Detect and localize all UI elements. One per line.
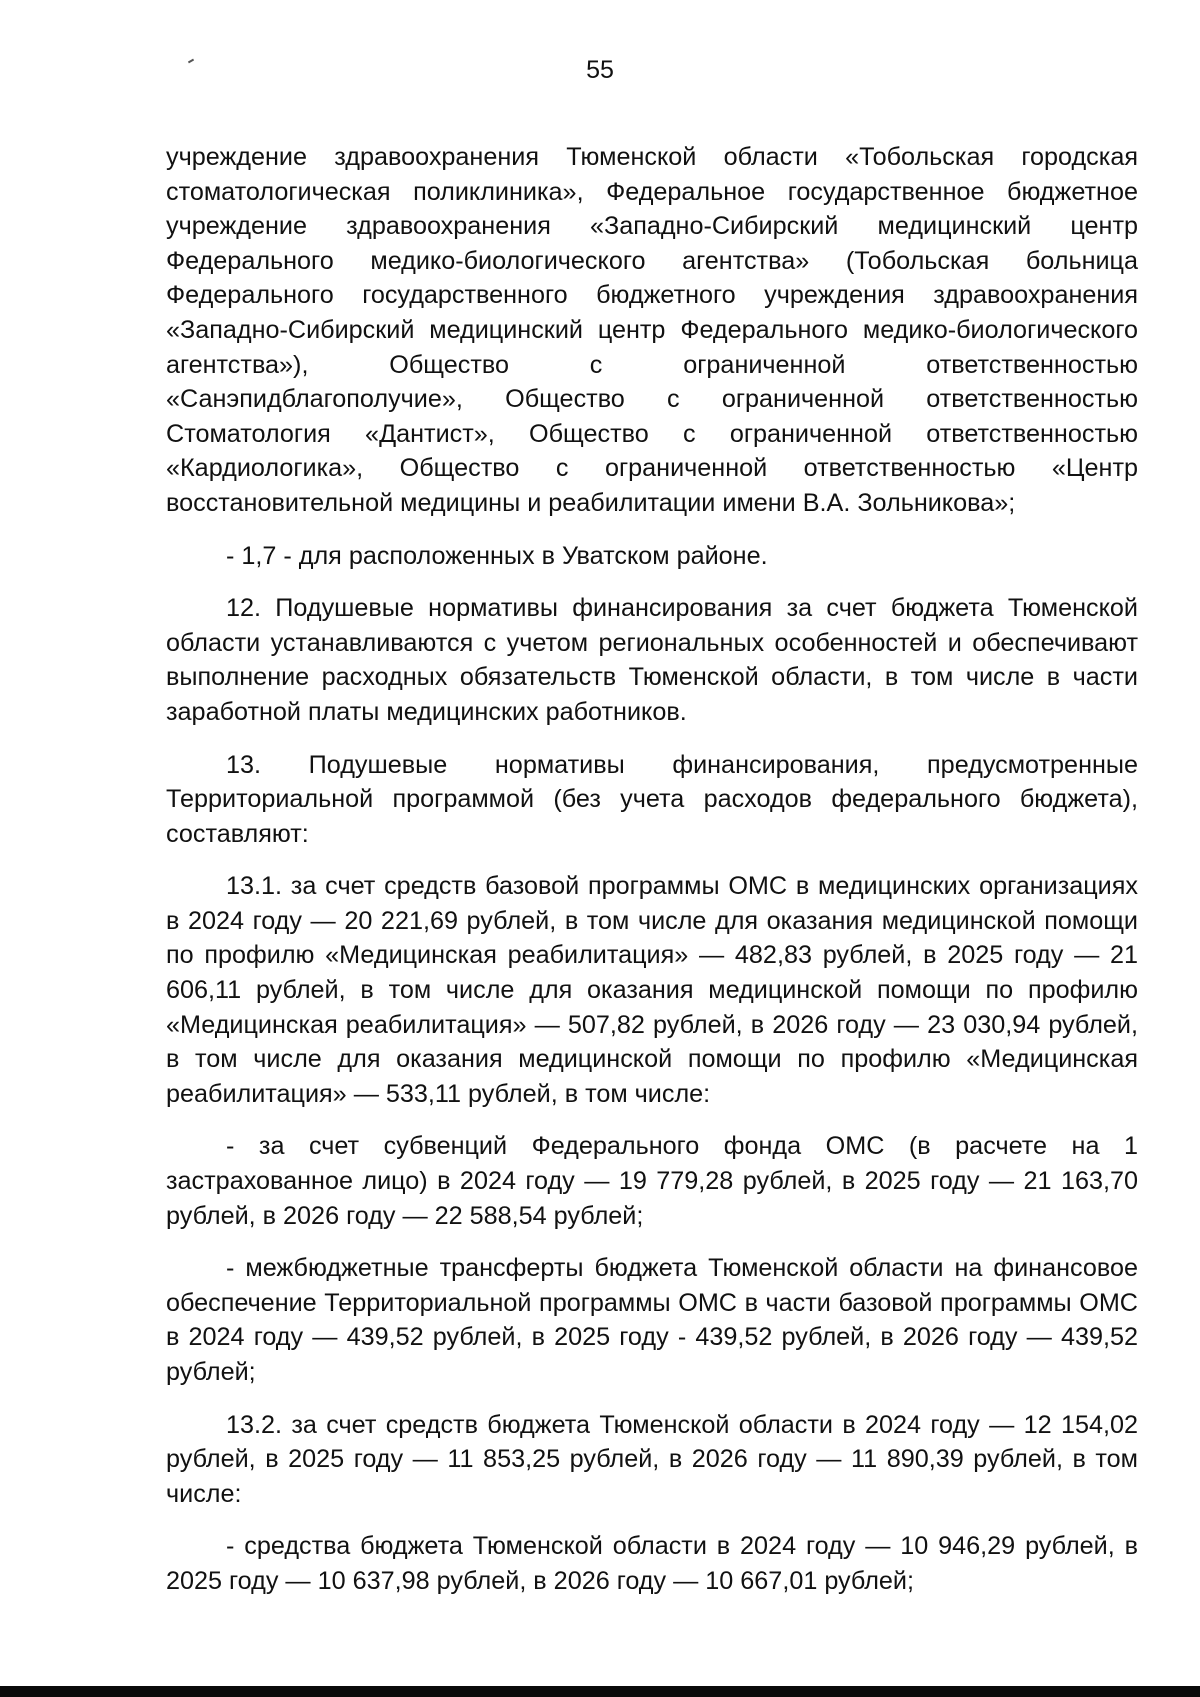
list-item-subventions: - за счет субвенций Федерального фонда ОМС (в расчете на 1 застрахованное лицо) в 2024 году — 19 779,28 рублей, в 2025 году — 21 163,70 рублей, в 2026 году — 22 588,54 рублей; bbox=[166, 1132, 1138, 1230]
scan-bottom-border bbox=[0, 1686, 1200, 1697]
page-number: 55 bbox=[586, 56, 614, 84]
paragraph-13: 13. Подушевые нормативы финансирования, предусмотренные Территориальной программой (без учета расходов федерального бюджета), составляют: bbox=[166, 750, 1138, 848]
document-body bbox=[166, 140, 1138, 1599]
paragraph-12: 12. Подушевые нормативы финансирования за счет бюджета Тюменской области устанавливаются с учетом региональных особенностей и обеспечивают выполнение расходных обязательств Тюменской области, в том числе в части заработной платы медицинских работников. bbox=[166, 594, 1138, 726]
paragraph-13-1: 13.1. за счет средств базовой программы ОМС в медицинских организациях в 2024 году — 20 221,69 рублей, в том числе для оказания медицинской помощи по профилю «Медицинская реабилитация» — 482,83 рублей, в 2025 году — 21 606,11 рублей, в том числе для оказания медицинской помощи по профилю «Медицинская реабилитация» — 507,82 рублей, в 2026 году — 23 030,94 рублей, в том числе для оказания медицинской помощи по профилю «Медицинская реабилитация» — 533,11 рублей, в том числе: bbox=[166, 872, 1138, 1108]
paragraph-13-2: 13.2. за счет средств бюджета Тюменской области в 2024 году — 12 154,02 рублей, в 2025 году — 11 853,25 рублей, в 2026 году — 11 890,39 рублей, в том числе: bbox=[166, 1410, 1138, 1508]
paragraph-continuation: учреждение здравоохранения Тюменской области «Тобольская городская стоматологическая поликлиника», Федеральное государственное бюджетное учреждение здравоохранения «Западно-Сибирский медицинский центр Федерального медико-биологического агентства» (Тобольская больница Федерального государственного бюджетного учреждения здравоохранения «Западно-Сибирский медицинский центр Федерального медико-биологического агентства»), Общество с ограниченной ответственностью «Санэпидблагополучие», Общество с ограниченной ответственностью Стоматология «Дантист», Общество с ограниченной ответственностью «Кардиологика», Общество с ограниченной ответственностью «Центр восстановительной медицины и реабилитации имени В.А. Зольникова»; bbox=[166, 143, 1138, 517]
list-item-transfers: - межбюджетные трансферты бюджета Тюменской области на финансовое обеспечение Территориальной программы ОМС в части базовой программы ОМС в 2024 году — 439,52 рублей, в 2025 году - 439,52 рублей, в 2026 году — 439,52 рублей; bbox=[166, 1254, 1138, 1386]
list-item-uvat: - 1,7 - для расположенных в Уватском районе. bbox=[226, 541, 768, 570]
list-item-regional-budget: - средства бюджета Тюменской области в 2024 году — 10 946,29 рублей, в 2025 году — 10 637,98 рублей, в 2026 году — 10 667,01 рублей; bbox=[166, 1532, 1138, 1595]
